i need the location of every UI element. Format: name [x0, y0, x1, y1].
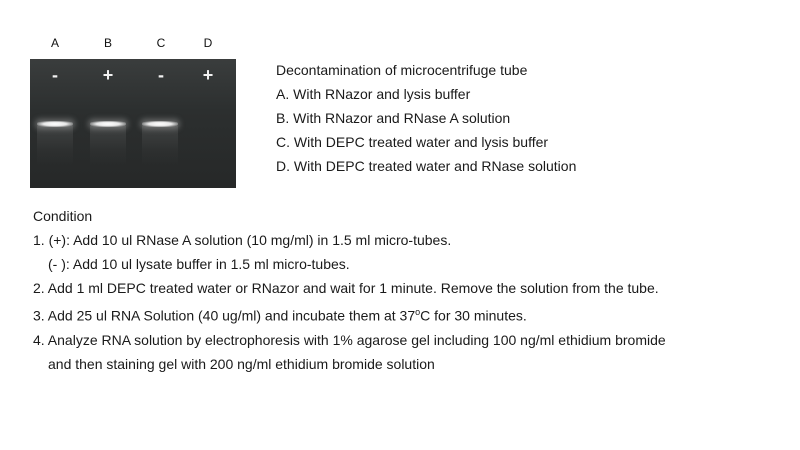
- lane-sign-c: -: [158, 65, 164, 85]
- legend-title: Decontamination of microcentrifuge tube: [276, 62, 528, 78]
- rna-band-lane-c: [142, 121, 178, 127]
- gel-image: [30, 59, 236, 188]
- lane-sign-d: +: [202, 65, 214, 85]
- condition-step-3-text: 3. Add 25 ul RNA Solution (40 ug/ml) and incubate them at 37: [33, 307, 416, 324]
- condition-section: [33, 204, 666, 376]
- lane-b-smear: [90, 126, 126, 166]
- legend-item-a: A. With RNazor and lysis buffer: [276, 86, 471, 102]
- lane-sign-a: -: [52, 65, 58, 85]
- lane-label-d: D: [203, 36, 213, 50]
- condition-step-1b: (- ): Add 10 ul lysate buffer in 1.5 ml micro-tubes.: [48, 256, 350, 272]
- degree-symbol: o: [415, 307, 421, 317]
- condition-step-2: 2. Add 1 ml DEPC treated water or RNazor and wait for 1 minute. Remove the solution from the tube.: [33, 280, 659, 296]
- condition-title: Condition: [33, 208, 93, 224]
- lane-label-b: B: [103, 36, 112, 50]
- condition-step-4b: and then staining gel with 200 ng/ml ethidium bromide solution: [48, 355, 435, 372]
- condition-step-3: [33, 300, 666, 328]
- lane-label-c: C: [156, 36, 166, 50]
- rna-band-lane-b: [90, 121, 126, 127]
- legend-item-d: D. With DEPC treated water and RNase solution: [276, 158, 577, 174]
- lane-sign-b: +: [102, 65, 114, 85]
- lane-label-a: A: [50, 36, 59, 50]
- legend-item-c: C. With DEPC treated water and lysis buffer: [276, 134, 549, 150]
- legend-item-b: B. With RNazor and RNase A solution: [276, 110, 511, 126]
- condition-step-1: 1. (+): Add 10 ul RNase A solution (10 mg/ml) in 1.5 ml micro-tubes.: [33, 232, 452, 248]
- lane-c-smear: [142, 126, 178, 166]
- condition-step-4: 4. Analyze RNA solution by electrophoresis with 1% agarose gel including 100 ng/ml ethidium bromide: [33, 331, 666, 348]
- condition-step-3-text-end: C for 30 minutes.: [420, 307, 527, 324]
- legend: [276, 58, 576, 178]
- rna-band-lane-a: [37, 121, 73, 127]
- lane-a-smear: [37, 126, 73, 166]
